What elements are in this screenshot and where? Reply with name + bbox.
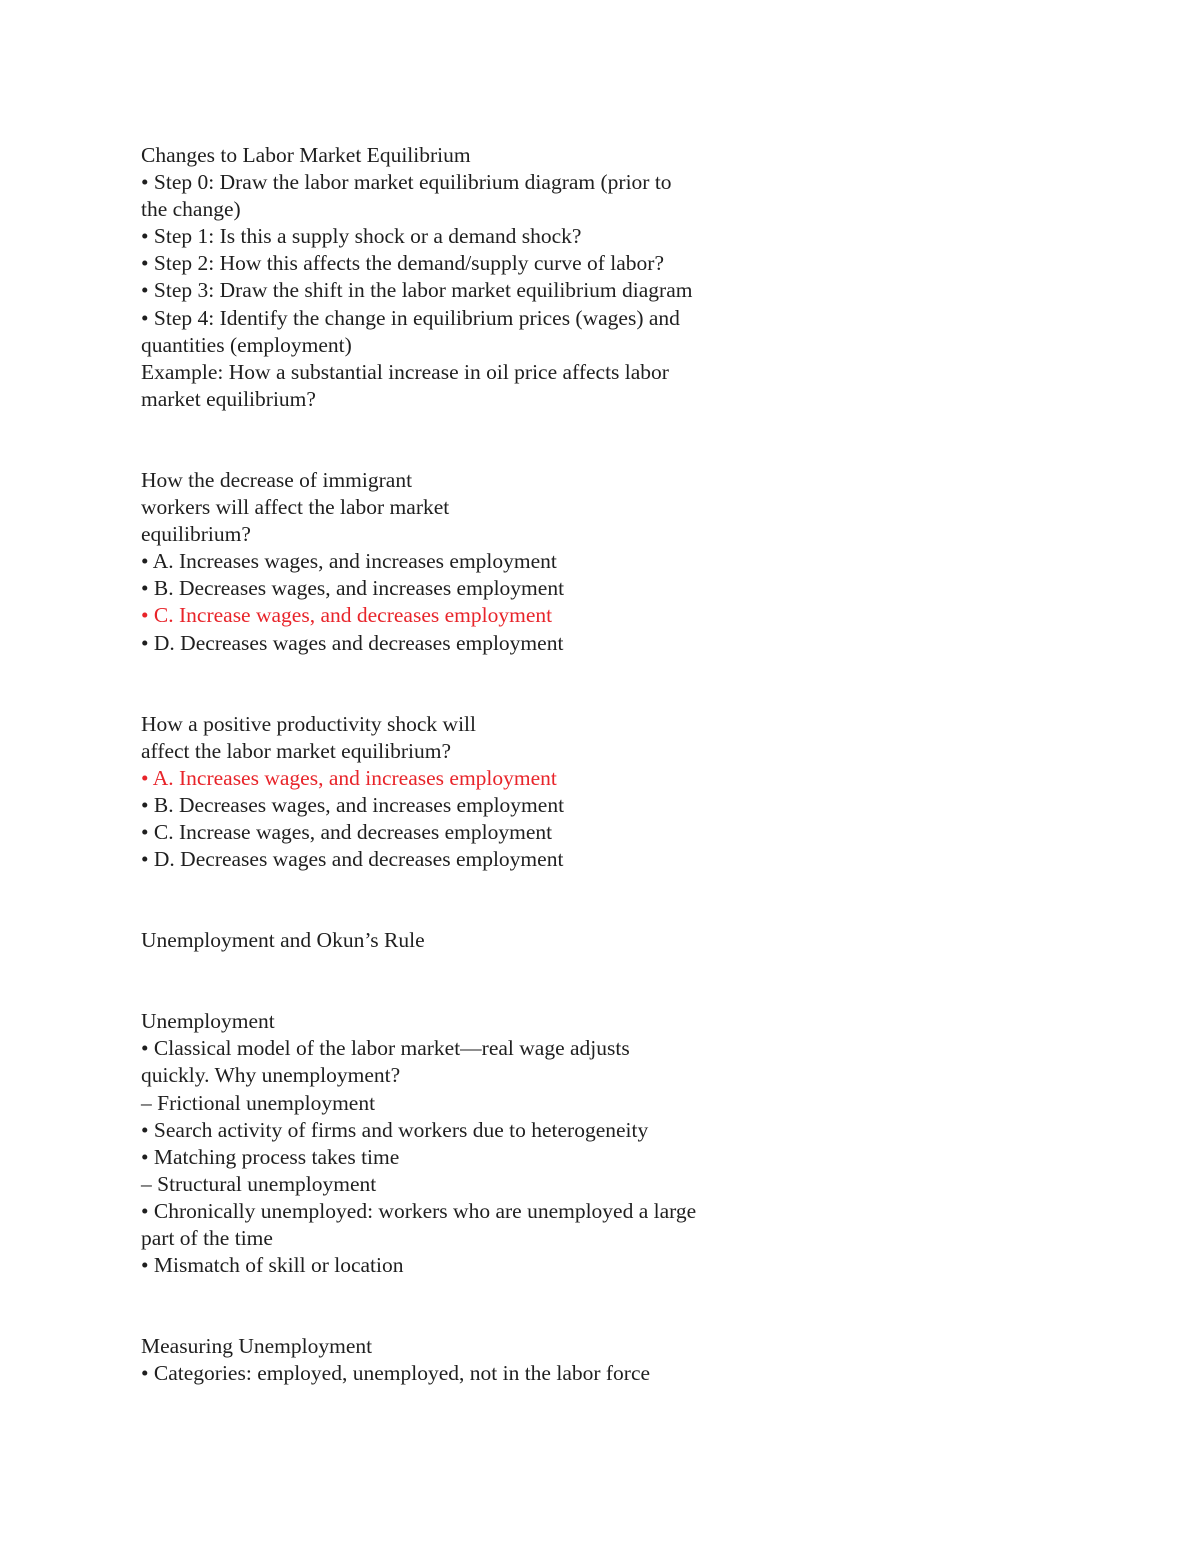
option-b: • B. Decreases wages, and increases employment [141,792,565,817]
bullet-chronically-unemployed-line-2: part of the time [141,1226,273,1250]
bullet-categories: • Categories: employed, unemployed, not in the labor force [141,1361,651,1386]
document-body [141,142,781,1387]
step-0-line-1: • Step 0: Draw the labor market equilibrium diagram (prior to [141,170,672,195]
example-line-2: market equilibrium? [141,386,316,411]
dash-structural: – Structural unemployment [141,1171,377,1196]
question-line-2: affect the labor market equilibrium? [141,738,452,763]
section-measuring-unemployment [141,1333,781,1387]
example-line-1: Example: How a substantial increase in oil price affects labor [141,359,669,384]
section-labor-market-equilibrium [141,142,781,413]
bullet-mismatch: • Mismatch of skill or location [141,1253,404,1278]
step-0-line-2: the change) [141,197,241,222]
step-4-line-2: quantities (employment) [141,332,352,357]
section-okun [141,927,781,954]
bullet-classical-model-line-2: quickly. Why unemployment? [141,1063,401,1088]
option-a-correct-answer: • A. Increases wages, and increases employment [141,765,557,790]
bullet-matching-process: • Matching process takes time [141,1144,400,1169]
option-a: • A. Increases wages, and increases employment [141,549,557,574]
question-line-1: How the decrease of immigrant [141,467,413,492]
step-3: • Step 3: Draw the shift in the labor market equilibrium diagram [141,278,693,303]
option-b: • B. Decreases wages, and increases employment [141,576,565,601]
section-heading: Unemployment [141,1009,275,1034]
section-productivity-question [141,711,781,874]
step-4-line-1: • Step 4: Identify the change in equilibrium prices (wages) and [141,305,680,330]
section-immigrant-question [141,467,781,657]
option-d: • D. Decreases wages and decreases employment [141,847,564,872]
section-heading: Unemployment and Okun’s Rule [141,928,425,953]
step-2: • Step 2: How this affects the demand/supply curve of labor? [141,251,665,276]
question-line-3: equilibrium? [141,522,251,547]
bullet-classical-model-line-1: • Classical model of the labor market—real wage adjusts [141,1036,630,1061]
step-1: • Step 1: Is this a supply shock or a demand shock? [141,224,582,249]
question-line-1: How a positive productivity shock will [141,711,477,736]
section-heading: Changes to Labor Market Equilibrium [141,143,471,167]
bullet-search-activity: • Search activity of firms and workers due to heterogeneity [141,1117,649,1142]
section-heading: Measuring Unemployment [141,1334,373,1359]
section-unemployment [141,1008,781,1279]
bullet-chronically-unemployed-line-1: • Chronically unemployed: workers who are unemployed a large [141,1198,697,1223]
dash-frictional: – Frictional unemployment [141,1090,376,1115]
question-line-2: workers will affect the labor market [141,495,450,520]
option-c: • C. Increase wages, and decreases employment [141,819,553,844]
option-d: • D. Decreases wages and decreases employment [141,630,564,655]
option-c-correct-answer: • C. Increase wages, and decreases employment [141,603,553,628]
